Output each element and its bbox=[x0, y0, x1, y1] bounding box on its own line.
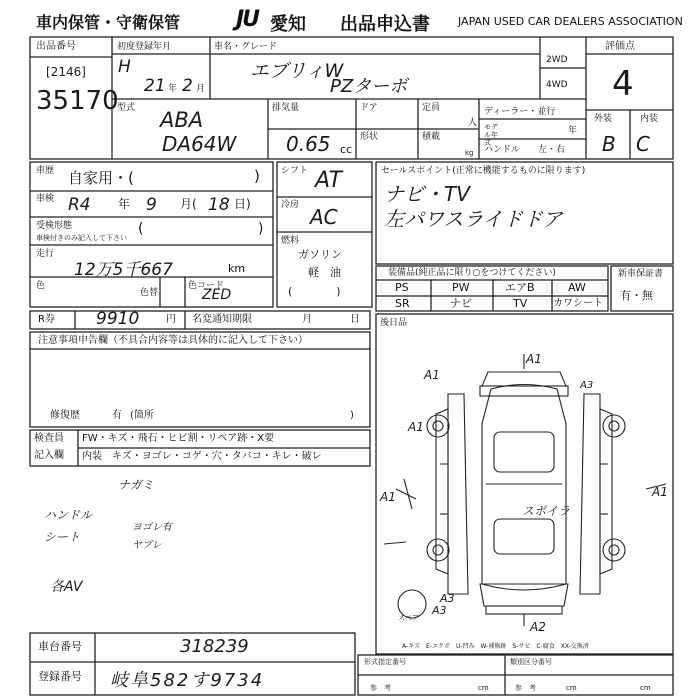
lot-code: [2146] bbox=[46, 65, 86, 79]
cm-unit: cm bbox=[640, 684, 651, 692]
later-label: 後日品 bbox=[380, 318, 408, 328]
displacement-value: 0.65 bbox=[286, 132, 331, 156]
damage-mark: A3 bbox=[580, 380, 594, 391]
lot-number: 35170 bbox=[36, 86, 119, 116]
displacement-label: 排気量 bbox=[272, 103, 300, 113]
dealer-label: ディーラー・並行 bbox=[484, 107, 556, 117]
handle-options[interactable]: 左・右 bbox=[538, 145, 566, 155]
inspector-interior-row: キズ・ヨゴレ・コゲ・穴・タバコ・キレ・破レ bbox=[112, 451, 322, 462]
receive-open: ( bbox=[138, 221, 144, 237]
color-label: 色 bbox=[36, 281, 46, 291]
shaken-day: 18 bbox=[208, 195, 230, 215]
reg-year-unit: 年 bbox=[168, 84, 178, 94]
reference-label: 参 考 bbox=[515, 684, 536, 692]
inspector-exterior-row: FW・キズ・飛石・ヒビ割・リペア跡・X要 bbox=[82, 433, 275, 444]
reg-month: 2 bbox=[182, 76, 193, 96]
name-change-label: 名変通知期限 bbox=[192, 314, 252, 325]
cm-unit: cm bbox=[478, 684, 489, 692]
interior-label: 内装 bbox=[640, 114, 659, 124]
equip-airbag[interactable]: エアB bbox=[505, 281, 535, 294]
shaken-month-unit: 月( bbox=[180, 197, 197, 211]
receive-close: ) bbox=[258, 221, 264, 237]
shaken-day-unit: 日) bbox=[234, 197, 251, 211]
mileage-label: 走行 bbox=[36, 249, 55, 259]
damage-mark: A3 bbox=[432, 604, 447, 617]
model-year-label: モデル年式 bbox=[484, 123, 498, 147]
receive-label: 受検形態 bbox=[36, 221, 73, 231]
damage-mark: A2 bbox=[530, 620, 546, 634]
color-code-value: ZED bbox=[202, 287, 232, 303]
mileage-value: 12万5千667 bbox=[74, 260, 173, 280]
equip-ps[interactable]: PS bbox=[395, 281, 409, 294]
color-change-label: 色替 bbox=[140, 288, 159, 298]
load-label: 積載 bbox=[422, 132, 441, 142]
reference-label: 参 考 bbox=[370, 684, 391, 692]
model-type-2: DA64W bbox=[162, 132, 237, 156]
damage-legend: A-キズ E-エクボ U-凹み W-補修跡 S-サビ C-腐食 XX-交換済 bbox=[402, 643, 589, 650]
lot-label: 出品番号 bbox=[36, 41, 76, 52]
recycle-value: 9910 bbox=[96, 309, 140, 329]
selling-point-line2: 左パワスライドドア bbox=[384, 207, 563, 231]
form-title: 出品申込書 bbox=[340, 14, 430, 35]
capacity-unit: 人 bbox=[468, 118, 478, 128]
load-unit: kg bbox=[465, 149, 474, 157]
shaken-label: 車検 bbox=[36, 194, 55, 204]
org-name: 愛知 bbox=[270, 14, 306, 35]
exterior-grade: B bbox=[602, 132, 616, 156]
mileage-unit: km bbox=[228, 262, 246, 275]
inspector-field-label: 記入欄 bbox=[34, 450, 64, 461]
notes-label: 注意事項申告欄（不具合内容等は具体的に記入して下さい） bbox=[38, 335, 308, 346]
color-code-label: 色コード bbox=[188, 281, 225, 291]
shift-value: AT bbox=[315, 168, 342, 193]
damage-mark: A3 bbox=[440, 592, 455, 605]
fuel-label: 燃料 bbox=[281, 236, 300, 246]
spare-label: スペア bbox=[398, 614, 419, 622]
damage-mark: A1 bbox=[408, 420, 424, 434]
org-english: JAPAN USED CAR DEALERS ASSOCIATION bbox=[458, 15, 683, 28]
first-reg-label: 初度登録年月 bbox=[117, 42, 172, 52]
fuel-diesel[interactable]: 軽 油 bbox=[308, 266, 341, 279]
equip-leather[interactable]: カワシート bbox=[553, 298, 603, 309]
class-number-label: 類別区分番号 bbox=[510, 658, 552, 666]
warranty-label: 新車保証書 bbox=[618, 269, 664, 279]
capacity-label: 定員 bbox=[422, 103, 441, 113]
repair-label: 修復歴 bbox=[50, 410, 80, 421]
model-name: エブリィW bbox=[250, 60, 344, 82]
model-type-label: 型式 bbox=[117, 103, 136, 113]
equip-aw[interactable]: AW bbox=[568, 281, 586, 294]
shaken-year-unit: 年 bbox=[118, 197, 131, 211]
ju-logo: JU bbox=[236, 7, 259, 32]
inspector-note: ナガミ bbox=[118, 478, 154, 492]
rating-label: 評価点 bbox=[605, 41, 635, 52]
damage-mark: スポイラ bbox=[522, 504, 571, 518]
handle-label: ハンドル bbox=[484, 145, 521, 155]
shaken-era: R4 bbox=[68, 195, 91, 215]
cm-unit: cm bbox=[566, 684, 577, 692]
model-name-label: 車名・グレード bbox=[214, 42, 278, 52]
ac-value: AC bbox=[310, 205, 338, 229]
exterior-label: 外装 bbox=[594, 114, 613, 124]
reg-year: 21 bbox=[144, 76, 166, 96]
interior-grade: C bbox=[636, 132, 650, 156]
name-change-day: 日 bbox=[350, 314, 360, 325]
inspector-label: 検査員 bbox=[34, 433, 64, 444]
equip-navi[interactable]: ナビ bbox=[450, 297, 472, 310]
name-change-month: 月 bbox=[302, 314, 312, 325]
selling-point-label: セールスポイント(正常に機能するものに限ります) bbox=[381, 166, 586, 176]
repair-close: ) bbox=[350, 410, 354, 421]
inspector-note: ヨゴレ有 bbox=[132, 522, 172, 533]
fuel-gas[interactable]: ガソリン bbox=[298, 248, 342, 261]
damage-mark: A1 bbox=[652, 485, 668, 499]
shaken-year: 9 bbox=[146, 195, 157, 215]
chassis-value: 318239 bbox=[180, 636, 249, 657]
recycle-yen: 円 bbox=[166, 314, 176, 325]
model-year-unit: 年 bbox=[568, 126, 578, 136]
damage-mark: A1 bbox=[380, 490, 396, 504]
form-number-label: 形式指定番号 bbox=[364, 658, 406, 666]
history-close: ) bbox=[254, 167, 260, 185]
damage-mark: A1 bbox=[424, 368, 440, 382]
selling-point-line1: ナビ・TV bbox=[384, 182, 470, 206]
reg-era: H bbox=[118, 57, 131, 77]
model-grade: PZターボ bbox=[330, 76, 408, 97]
receive-sub: 車検付きのみ記入して下さい bbox=[36, 234, 127, 242]
repair-value: 有 bbox=[112, 410, 122, 421]
equip-pw[interactable]: PW bbox=[452, 281, 470, 294]
reg-month-unit: 月 bbox=[196, 84, 206, 94]
model-type-1: ABA bbox=[160, 108, 204, 132]
inspector-interior-label: 内装 bbox=[82, 451, 102, 462]
equipment-label: 装備品(純正品に限り○をつけてください) bbox=[388, 268, 556, 278]
inspector-note: ハンドル bbox=[44, 508, 93, 522]
damage-mark: A1 bbox=[526, 352, 542, 366]
door-label: ドア bbox=[360, 103, 378, 113]
storage-note: 車内保管・守衛保管 bbox=[36, 13, 181, 32]
shift-label: シフト bbox=[281, 166, 309, 176]
repair-paren: (箇所 bbox=[130, 410, 154, 421]
fuel-other: ( ) bbox=[288, 285, 341, 298]
car-damage-diagram bbox=[376, 314, 673, 654]
plate-value: 岐阜582す9734 bbox=[110, 670, 265, 691]
history-label: 車歴 bbox=[36, 166, 55, 176]
inspector-note: 各AV bbox=[50, 579, 83, 595]
recycle-label: R券 bbox=[38, 314, 55, 325]
drive-2wd[interactable]: 2WD bbox=[546, 55, 568, 65]
plate-label: 登録番号 bbox=[38, 670, 82, 683]
inspector-note: ヤブレ bbox=[132, 540, 162, 551]
drive-4wd[interactable]: 4WD bbox=[546, 80, 568, 90]
equip-sr[interactable]: SR bbox=[395, 297, 410, 310]
cc-unit: cc bbox=[340, 143, 353, 156]
shape-label: 形状 bbox=[360, 132, 379, 142]
equip-tv[interactable]: TV bbox=[513, 297, 528, 310]
inspector-note: シート bbox=[44, 530, 81, 544]
ac-label: 冷房 bbox=[281, 200, 300, 210]
rating-value: 4 bbox=[612, 64, 634, 104]
warranty-options[interactable]: 有・無 bbox=[620, 289, 653, 302]
chassis-label: 車台番号 bbox=[38, 640, 82, 653]
history-value: 自家用・( bbox=[68, 169, 134, 187]
